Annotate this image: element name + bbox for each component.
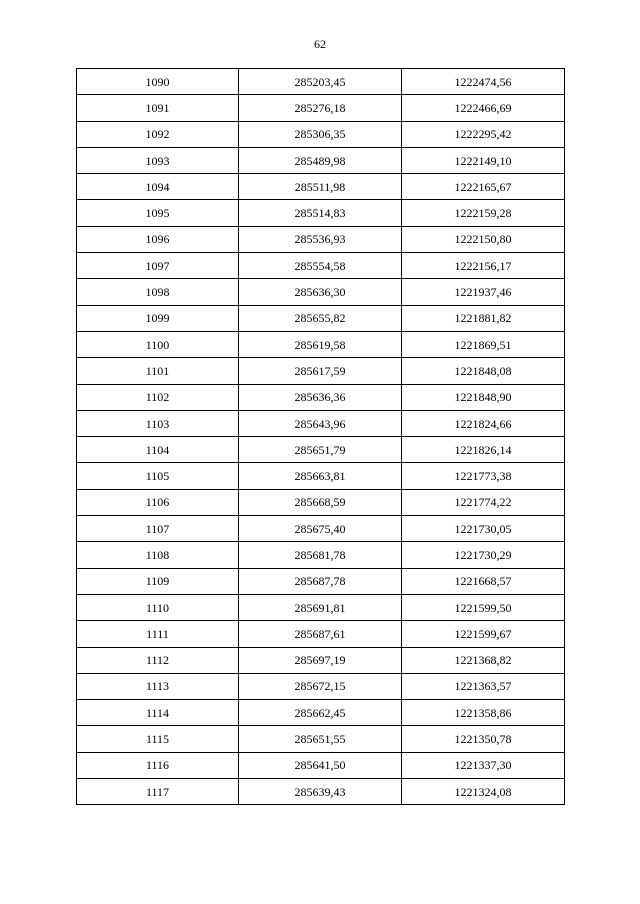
- table-row: [77, 279, 565, 305]
- y-coordinate-cell: 1221937,46: [402, 279, 565, 305]
- x-coordinate-cell: 285636,36: [239, 384, 402, 410]
- x-coordinate-cell: 285651,55: [239, 726, 402, 752]
- x-coordinate-cell: 285306,35: [239, 121, 402, 147]
- point-number-cell: 1091: [77, 95, 239, 121]
- table-row: [77, 779, 565, 805]
- point-number-cell: 1102: [77, 384, 239, 410]
- y-coordinate-cell: 1222295,42: [402, 121, 565, 147]
- y-coordinate-cell: 1222165,67: [402, 174, 565, 200]
- point-number-cell: 1096: [77, 226, 239, 252]
- y-coordinate-cell: 1222159,28: [402, 200, 565, 226]
- coordinates-table-body: [77, 69, 565, 805]
- x-coordinate-cell: 285675,40: [239, 516, 402, 542]
- y-coordinate-cell: 1221358,86: [402, 700, 565, 726]
- table-row: [77, 647, 565, 673]
- x-coordinate-cell: 285536,93: [239, 226, 402, 252]
- table-row: [77, 253, 565, 279]
- y-coordinate-cell: 1221848,08: [402, 358, 565, 384]
- y-coordinate-cell: 1221337,30: [402, 752, 565, 778]
- x-coordinate-cell: 285663,81: [239, 463, 402, 489]
- y-coordinate-cell: 1222466,69: [402, 95, 565, 121]
- x-coordinate-cell: 285651,79: [239, 437, 402, 463]
- x-coordinate-cell: 285554,58: [239, 253, 402, 279]
- y-coordinate-cell: 1221730,05: [402, 516, 565, 542]
- table-row: [77, 463, 565, 489]
- x-coordinate-cell: 285489,98: [239, 147, 402, 173]
- table-row: [77, 305, 565, 331]
- x-coordinate-cell: 285203,45: [239, 69, 402, 95]
- table-row: [77, 568, 565, 594]
- x-coordinate-cell: 285617,59: [239, 358, 402, 384]
- y-coordinate-cell: 1222149,10: [402, 147, 565, 173]
- point-number-cell: 1093: [77, 147, 239, 173]
- table-row: [77, 95, 565, 121]
- y-coordinate-cell: 1222150,80: [402, 226, 565, 252]
- y-coordinate-cell: 1221826,14: [402, 437, 565, 463]
- x-coordinate-cell: 285276,18: [239, 95, 402, 121]
- point-number-cell: 1097: [77, 253, 239, 279]
- y-coordinate-cell: 1221773,38: [402, 463, 565, 489]
- table-row: [77, 700, 565, 726]
- coordinates-table: [76, 68, 565, 805]
- x-coordinate-cell: 285668,59: [239, 489, 402, 515]
- point-number-cell: 1113: [77, 673, 239, 699]
- point-number-cell: 1098: [77, 279, 239, 305]
- point-number-cell: 1095: [77, 200, 239, 226]
- y-coordinate-cell: 1221730,29: [402, 542, 565, 568]
- point-number-cell: 1107: [77, 516, 239, 542]
- point-number-cell: 1114: [77, 700, 239, 726]
- y-coordinate-cell: 1221668,57: [402, 568, 565, 594]
- x-coordinate-cell: 285643,96: [239, 410, 402, 436]
- x-coordinate-cell: 285697,19: [239, 647, 402, 673]
- y-coordinate-cell: 1221869,51: [402, 331, 565, 357]
- table-row: [77, 516, 565, 542]
- point-number-cell: 1109: [77, 568, 239, 594]
- table-row: [77, 673, 565, 699]
- y-coordinate-cell: 1221824,66: [402, 410, 565, 436]
- x-coordinate-cell: 285511,98: [239, 174, 402, 200]
- table-row: [77, 384, 565, 410]
- table-row: [77, 594, 565, 620]
- table-row: [77, 226, 565, 252]
- table-row: [77, 331, 565, 357]
- point-number-cell: 1103: [77, 410, 239, 436]
- table-row: [77, 542, 565, 568]
- point-number-cell: 1106: [77, 489, 239, 515]
- y-coordinate-cell: 1221324,08: [402, 779, 565, 805]
- point-number-cell: 1094: [77, 174, 239, 200]
- table-row: [77, 621, 565, 647]
- point-number-cell: 1112: [77, 647, 239, 673]
- y-coordinate-cell: 1222474,56: [402, 69, 565, 95]
- x-coordinate-cell: 285636,30: [239, 279, 402, 305]
- y-coordinate-cell: 1221848,90: [402, 384, 565, 410]
- table-row: [77, 200, 565, 226]
- table-row: [77, 410, 565, 436]
- y-coordinate-cell: 1221599,50: [402, 594, 565, 620]
- table-row: [77, 69, 565, 95]
- point-number-cell: 1117: [77, 779, 239, 805]
- table-row: [77, 726, 565, 752]
- y-coordinate-cell: 1222156,17: [402, 253, 565, 279]
- x-coordinate-cell: 285681,78: [239, 542, 402, 568]
- table-row: [77, 174, 565, 200]
- y-coordinate-cell: 1221881,82: [402, 305, 565, 331]
- table-row: [77, 437, 565, 463]
- point-number-cell: 1100: [77, 331, 239, 357]
- y-coordinate-cell: 1221363,57: [402, 673, 565, 699]
- x-coordinate-cell: 285662,45: [239, 700, 402, 726]
- table-row: [77, 489, 565, 515]
- x-coordinate-cell: 285655,82: [239, 305, 402, 331]
- point-number-cell: 1092: [77, 121, 239, 147]
- point-number-cell: 1099: [77, 305, 239, 331]
- x-coordinate-cell: 285514,83: [239, 200, 402, 226]
- x-coordinate-cell: 285619,58: [239, 331, 402, 357]
- table-row: [77, 358, 565, 384]
- table-row: [77, 147, 565, 173]
- point-number-cell: 1116: [77, 752, 239, 778]
- point-number-cell: 1110: [77, 594, 239, 620]
- point-number-cell: 1105: [77, 463, 239, 489]
- point-number-cell: 1115: [77, 726, 239, 752]
- point-number-cell: 1101: [77, 358, 239, 384]
- page-number: 62: [314, 37, 326, 51]
- table-row: [77, 752, 565, 778]
- table-row: [77, 121, 565, 147]
- x-coordinate-cell: 285639,43: [239, 779, 402, 805]
- x-coordinate-cell: 285687,78: [239, 568, 402, 594]
- y-coordinate-cell: 1221350,78: [402, 726, 565, 752]
- y-coordinate-cell: 1221774,22: [402, 489, 565, 515]
- point-number-cell: 1108: [77, 542, 239, 568]
- y-coordinate-cell: 1221368,82: [402, 647, 565, 673]
- x-coordinate-cell: 285641,50: [239, 752, 402, 778]
- x-coordinate-cell: 285691,81: [239, 594, 402, 620]
- point-number-cell: 1111: [77, 621, 239, 647]
- y-coordinate-cell: 1221599,67: [402, 621, 565, 647]
- x-coordinate-cell: 285687,61: [239, 621, 402, 647]
- point-number-cell: 1104: [77, 437, 239, 463]
- x-coordinate-cell: 285672,15: [239, 673, 402, 699]
- point-number-cell: 1090: [77, 69, 239, 95]
